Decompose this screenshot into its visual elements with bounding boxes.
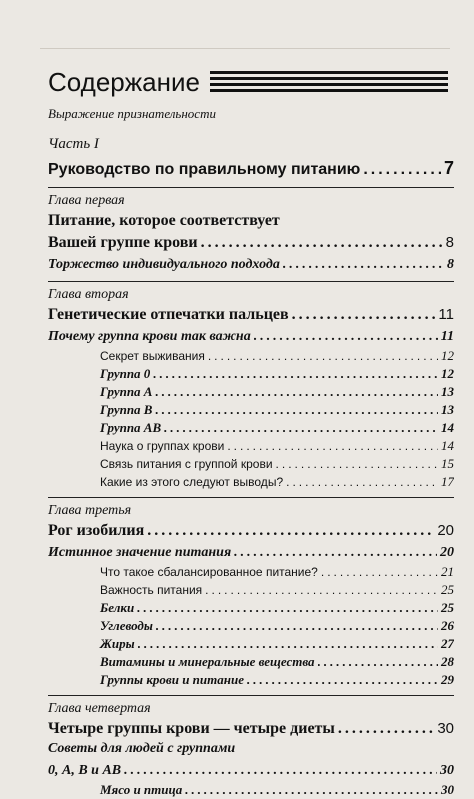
section-entry [48, 761, 454, 781]
subsection-entry [48, 581, 454, 599]
chapter-divider [48, 695, 454, 696]
page-number: 30 [441, 782, 454, 797]
leader-dots [363, 159, 441, 181]
toc-heading-title: Содержание [48, 66, 200, 97]
toc-content [48, 100, 454, 799]
page-number: 27 [441, 636, 454, 651]
chapter-label: Глава первая [48, 193, 125, 208]
subsection-entry [48, 365, 454, 383]
chapter-divider [48, 497, 454, 498]
leader-dots [227, 437, 438, 455]
subsection-entry [48, 671, 454, 689]
page-number: 30 [437, 720, 454, 737]
subsection-title: Группа А [100, 384, 153, 399]
subsection-entry [48, 455, 454, 473]
page-number: 7 [443, 158, 454, 178]
subsection-title: Что такое сбалансированное питание? [100, 565, 318, 579]
section-title: Почему группа крови так важна [48, 329, 251, 344]
page-number: 21 [441, 564, 454, 579]
subsection-entry [48, 383, 454, 401]
subsection-title: Жиры [100, 636, 135, 651]
section-entry [48, 255, 454, 275]
leader-dots [208, 347, 438, 365]
page-number: 25 [441, 600, 454, 615]
page-number: 29 [441, 672, 454, 687]
leader-dots [138, 635, 438, 653]
chapter-divider [48, 187, 454, 188]
part-label: Часть I [48, 136, 99, 152]
page-number: 13 [441, 402, 454, 417]
page-number: 30 [440, 763, 454, 778]
leader-dots [153, 365, 438, 383]
subsection-title: Какие из этого следуют выводы? [100, 475, 284, 489]
subsection-title: Мясо и птица [100, 782, 183, 797]
chapter-title-entry [48, 521, 454, 541]
page-number: 12 [441, 366, 454, 381]
part-title: Руководство по правильному питанию [48, 161, 361, 178]
page-number: 20 [440, 545, 454, 560]
leader-dots [286, 473, 438, 491]
leader-dots [321, 563, 438, 581]
leader-dots [276, 455, 438, 473]
page-number: 11 [440, 329, 454, 344]
bleed-through-header [40, 26, 450, 49]
chapter-label: Глава третья [48, 503, 132, 518]
page-number: 17 [441, 474, 454, 489]
subsection-entry [48, 401, 454, 419]
section-title-line: Советы для людей с группами [48, 741, 236, 756]
section-title: Торжество индивидуального подхода [48, 257, 280, 272]
leader-dots [205, 581, 438, 599]
chapter-title: Четыре группы крови — четыре диеты [48, 720, 335, 737]
subsection-title: Углеводы [100, 618, 153, 633]
part-title-entry [48, 157, 454, 181]
leader-dots [234, 543, 437, 563]
leader-dots [156, 617, 438, 635]
heading-decorative-bar [210, 71, 448, 93]
leader-dots [201, 233, 443, 253]
subsection-title: Важность питания [100, 583, 203, 597]
subsection-entry [48, 563, 454, 581]
page-number: 25 [441, 582, 454, 597]
leader-dots [185, 781, 438, 799]
subsection-title: Витамины и минеральные вещества [100, 654, 315, 669]
page-number: 13 [441, 384, 454, 399]
section-title: Истинное значение питания [48, 545, 232, 560]
subsection-entry [48, 347, 454, 365]
subsection-title: Наука о группах крови [100, 439, 225, 453]
leader-dots [247, 671, 438, 689]
subsection-entry [48, 617, 454, 635]
leader-dots [155, 401, 438, 419]
leader-dots [155, 383, 438, 401]
section-entry [48, 543, 454, 563]
leader-dots [124, 761, 437, 781]
subsection-entry [48, 437, 454, 455]
subsection-entry [48, 781, 454, 799]
subsection-entry [48, 473, 454, 491]
subsection-title: Белки [100, 600, 135, 615]
leader-dots [164, 419, 438, 437]
subsection-title: Группы крови и питание [100, 672, 244, 687]
page-number: 14 [441, 438, 454, 453]
chapter-title-entry [48, 719, 454, 739]
page-number: 14 [441, 420, 454, 435]
toc-heading [48, 62, 448, 102]
subsection-entry [48, 419, 454, 437]
subsection-title: Секрет выживания [100, 349, 205, 363]
chapter-label: Глава четвертая [48, 701, 151, 716]
leader-dots [283, 255, 444, 275]
acknowledgement-entry: Выражение признательности [48, 106, 216, 121]
chapter-label: Глава вторая [48, 287, 129, 302]
leader-dots [147, 521, 434, 541]
page-number: 11 [438, 306, 454, 323]
chapter-title: Генетические отпечатки пальцев [48, 306, 289, 323]
subsection-title: Группа В [100, 402, 153, 417]
subsection-title: Связь питания с группой крови [100, 457, 273, 471]
subsection-title: Группа 0 [100, 366, 151, 381]
leader-dots [254, 327, 438, 347]
chapter-title-line: Питание, которое соответствует [48, 212, 280, 229]
page-number: 12 [441, 348, 454, 363]
page-number: 15 [441, 456, 454, 471]
page-number: 8 [445, 234, 454, 251]
subsection-entry [48, 599, 454, 617]
chapter-divider [48, 281, 454, 282]
leader-dots [292, 305, 436, 325]
chapter-title: Вашей группе крови [48, 234, 198, 251]
page-number: 26 [441, 618, 454, 633]
chapter-title: Рог изобилия [48, 522, 145, 539]
subsection-title: Группа АВ [100, 420, 162, 435]
subsection-entry [48, 653, 454, 671]
chapter-title-entry [48, 305, 454, 325]
subsection-entry [48, 635, 454, 653]
chapter-title-entry [48, 233, 454, 253]
leader-dots [338, 719, 434, 739]
page-number: 28 [441, 654, 454, 669]
leader-dots [318, 653, 438, 671]
section-title: 0, А, В и АВ [48, 763, 122, 778]
page-number: 8 [447, 257, 454, 272]
page-number: 20 [437, 522, 454, 539]
leader-dots [137, 599, 438, 617]
section-entry [48, 327, 454, 347]
